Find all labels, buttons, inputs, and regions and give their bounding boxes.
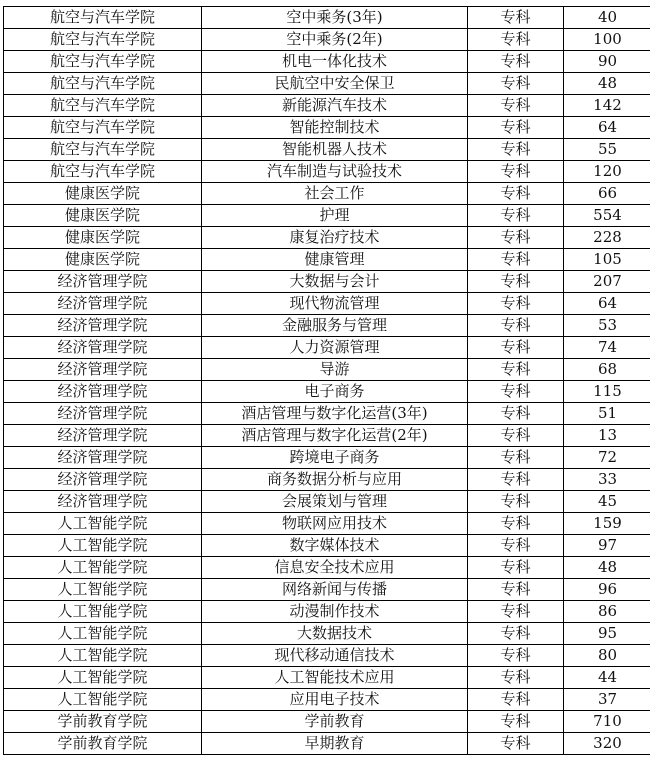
count-cell: 320 <box>564 733 650 755</box>
major-cell: 空中乘务(2年) <box>202 29 468 51</box>
count-cell: 80 <box>564 645 650 667</box>
level-cell: 专科 <box>468 337 564 359</box>
college-cell: 人工智能学院 <box>4 513 202 535</box>
level-cell: 专科 <box>468 711 564 733</box>
college-cell: 航空与汽车学院 <box>4 29 202 51</box>
table-row <box>4 667 650 689</box>
major-cell: 金融服务与管理 <box>202 315 468 337</box>
college-cell: 航空与汽车学院 <box>4 7 202 29</box>
college-cell: 航空与汽车学院 <box>4 51 202 73</box>
level-cell: 专科 <box>468 513 564 535</box>
major-cell: 护理 <box>202 205 468 227</box>
table-row <box>4 711 650 733</box>
major-cell: 健康管理 <box>202 249 468 271</box>
count-cell: 95 <box>564 623 650 645</box>
table-row <box>4 601 650 623</box>
table-row <box>4 535 650 557</box>
major-cell: 空中乘务(3年) <box>202 7 468 29</box>
college-cell: 经济管理学院 <box>4 359 202 381</box>
major-cell: 汽车制造与试验技术 <box>202 161 468 183</box>
level-cell: 专科 <box>468 535 564 557</box>
level-cell: 专科 <box>468 645 564 667</box>
count-cell: 37 <box>564 689 650 711</box>
count-cell: 64 <box>564 117 650 139</box>
college-cell: 经济管理学院 <box>4 403 202 425</box>
table-row <box>4 73 650 95</box>
level-cell: 专科 <box>468 139 564 161</box>
enrollment-table-sheet <box>3 6 647 755</box>
table-row <box>4 513 650 535</box>
major-cell: 康复治疗技术 <box>202 227 468 249</box>
level-cell: 专科 <box>468 403 564 425</box>
college-cell: 人工智能学院 <box>4 601 202 623</box>
level-cell: 专科 <box>468 293 564 315</box>
table-row <box>4 337 650 359</box>
major-cell: 酒店管理与数字化运营(2年) <box>202 425 468 447</box>
level-cell: 专科 <box>468 733 564 755</box>
college-cell: 经济管理学院 <box>4 425 202 447</box>
table-row <box>4 161 650 183</box>
major-cell: 导游 <box>202 359 468 381</box>
count-cell: 100 <box>564 29 650 51</box>
college-cell: 人工智能学院 <box>4 667 202 689</box>
table-row <box>4 645 650 667</box>
table-row <box>4 491 650 513</box>
level-cell: 专科 <box>468 359 564 381</box>
count-cell: 72 <box>564 447 650 469</box>
table-body <box>4 7 650 755</box>
major-cell: 社会工作 <box>202 183 468 205</box>
count-cell: 68 <box>564 359 650 381</box>
level-cell: 专科 <box>468 623 564 645</box>
major-cell: 学前教育 <box>202 711 468 733</box>
level-cell: 专科 <box>468 249 564 271</box>
count-cell: 115 <box>564 381 650 403</box>
table-row <box>4 29 650 51</box>
college-cell: 学前教育学院 <box>4 711 202 733</box>
table-row <box>4 51 650 73</box>
college-cell: 经济管理学院 <box>4 469 202 491</box>
count-cell: 51 <box>564 403 650 425</box>
table-row <box>4 7 650 29</box>
table-row <box>4 249 650 271</box>
table-row <box>4 227 650 249</box>
count-cell: 45 <box>564 491 650 513</box>
table-row <box>4 557 650 579</box>
level-cell: 专科 <box>468 51 564 73</box>
level-cell: 专科 <box>468 95 564 117</box>
level-cell: 专科 <box>468 381 564 403</box>
major-cell: 会展策划与管理 <box>202 491 468 513</box>
college-cell: 航空与汽车学院 <box>4 161 202 183</box>
major-cell: 早期教育 <box>202 733 468 755</box>
college-cell: 经济管理学院 <box>4 491 202 513</box>
level-cell: 专科 <box>468 205 564 227</box>
count-cell: 96 <box>564 579 650 601</box>
major-cell: 数字媒体技术 <box>202 535 468 557</box>
major-cell: 现代移动通信技术 <box>202 645 468 667</box>
college-cell: 健康医学院 <box>4 183 202 205</box>
level-cell: 专科 <box>468 469 564 491</box>
major-cell: 应用电子技术 <box>202 689 468 711</box>
level-cell: 专科 <box>468 601 564 623</box>
college-cell: 健康医学院 <box>4 249 202 271</box>
table-row <box>4 447 650 469</box>
major-cell: 人力资源管理 <box>202 337 468 359</box>
table-row <box>4 689 650 711</box>
count-cell: 40 <box>564 7 650 29</box>
table-row <box>4 117 650 139</box>
level-cell: 专科 <box>468 491 564 513</box>
table-row <box>4 271 650 293</box>
table-row <box>4 95 650 117</box>
count-cell: 48 <box>564 557 650 579</box>
major-cell: 人工智能技术应用 <box>202 667 468 689</box>
major-cell: 智能控制技术 <box>202 117 468 139</box>
college-cell: 经济管理学院 <box>4 271 202 293</box>
college-cell: 人工智能学院 <box>4 579 202 601</box>
major-cell: 电子商务 <box>202 381 468 403</box>
college-cell: 航空与汽车学院 <box>4 95 202 117</box>
count-cell: 90 <box>564 51 650 73</box>
major-cell: 大数据技术 <box>202 623 468 645</box>
college-cell: 经济管理学院 <box>4 337 202 359</box>
major-cell: 现代物流管理 <box>202 293 468 315</box>
count-cell: 142 <box>564 95 650 117</box>
major-cell: 网络新闻与传播 <box>202 579 468 601</box>
enrollment-table <box>3 6 650 755</box>
level-cell: 专科 <box>468 7 564 29</box>
level-cell: 专科 <box>468 161 564 183</box>
count-cell: 64 <box>564 293 650 315</box>
college-cell: 航空与汽车学院 <box>4 117 202 139</box>
table-row <box>4 469 650 491</box>
major-cell: 动漫制作技术 <box>202 601 468 623</box>
college-cell: 人工智能学院 <box>4 689 202 711</box>
table-row <box>4 425 650 447</box>
level-cell: 专科 <box>468 29 564 51</box>
college-cell: 经济管理学院 <box>4 315 202 337</box>
table-row <box>4 623 650 645</box>
college-cell: 人工智能学院 <box>4 623 202 645</box>
count-cell: 74 <box>564 337 650 359</box>
count-cell: 55 <box>564 139 650 161</box>
table-row <box>4 579 650 601</box>
count-cell: 228 <box>564 227 650 249</box>
count-cell: 159 <box>564 513 650 535</box>
table-row <box>4 315 650 337</box>
count-cell: 710 <box>564 711 650 733</box>
major-cell: 智能机器人技术 <box>202 139 468 161</box>
table-row <box>4 293 650 315</box>
level-cell: 专科 <box>468 117 564 139</box>
major-cell: 商务数据分析与应用 <box>202 469 468 491</box>
major-cell: 机电一体化技术 <box>202 51 468 73</box>
count-cell: 13 <box>564 425 650 447</box>
major-cell: 跨境电子商务 <box>202 447 468 469</box>
college-cell: 健康医学院 <box>4 227 202 249</box>
college-cell: 经济管理学院 <box>4 293 202 315</box>
college-cell: 经济管理学院 <box>4 447 202 469</box>
college-cell: 经济管理学院 <box>4 381 202 403</box>
table-row <box>4 733 650 755</box>
college-cell: 航空与汽车学院 <box>4 73 202 95</box>
level-cell: 专科 <box>468 227 564 249</box>
major-cell: 大数据与会计 <box>202 271 468 293</box>
major-cell: 信息安全技术应用 <box>202 557 468 579</box>
college-cell: 航空与汽车学院 <box>4 139 202 161</box>
level-cell: 专科 <box>468 667 564 689</box>
level-cell: 专科 <box>468 579 564 601</box>
level-cell: 专科 <box>468 183 564 205</box>
count-cell: 33 <box>564 469 650 491</box>
table-row <box>4 183 650 205</box>
college-cell: 人工智能学院 <box>4 535 202 557</box>
table-row <box>4 139 650 161</box>
level-cell: 专科 <box>468 447 564 469</box>
count-cell: 48 <box>564 73 650 95</box>
count-cell: 66 <box>564 183 650 205</box>
table-row <box>4 205 650 227</box>
count-cell: 86 <box>564 601 650 623</box>
college-cell: 学前教育学院 <box>4 733 202 755</box>
count-cell: 97 <box>564 535 650 557</box>
count-cell: 105 <box>564 249 650 271</box>
count-cell: 53 <box>564 315 650 337</box>
major-cell: 民航空中安全保卫 <box>202 73 468 95</box>
count-cell: 207 <box>564 271 650 293</box>
count-cell: 554 <box>564 205 650 227</box>
level-cell: 专科 <box>468 73 564 95</box>
table-row <box>4 359 650 381</box>
table-row <box>4 381 650 403</box>
table-row <box>4 403 650 425</box>
count-cell: 44 <box>564 667 650 689</box>
level-cell: 专科 <box>468 315 564 337</box>
major-cell: 物联网应用技术 <box>202 513 468 535</box>
college-cell: 健康医学院 <box>4 205 202 227</box>
college-cell: 人工智能学院 <box>4 557 202 579</box>
major-cell: 酒店管理与数字化运营(3年) <box>202 403 468 425</box>
college-cell: 人工智能学院 <box>4 645 202 667</box>
major-cell: 新能源汽车技术 <box>202 95 468 117</box>
count-cell: 120 <box>564 161 650 183</box>
level-cell: 专科 <box>468 425 564 447</box>
level-cell: 专科 <box>468 689 564 711</box>
level-cell: 专科 <box>468 557 564 579</box>
level-cell: 专科 <box>468 271 564 293</box>
